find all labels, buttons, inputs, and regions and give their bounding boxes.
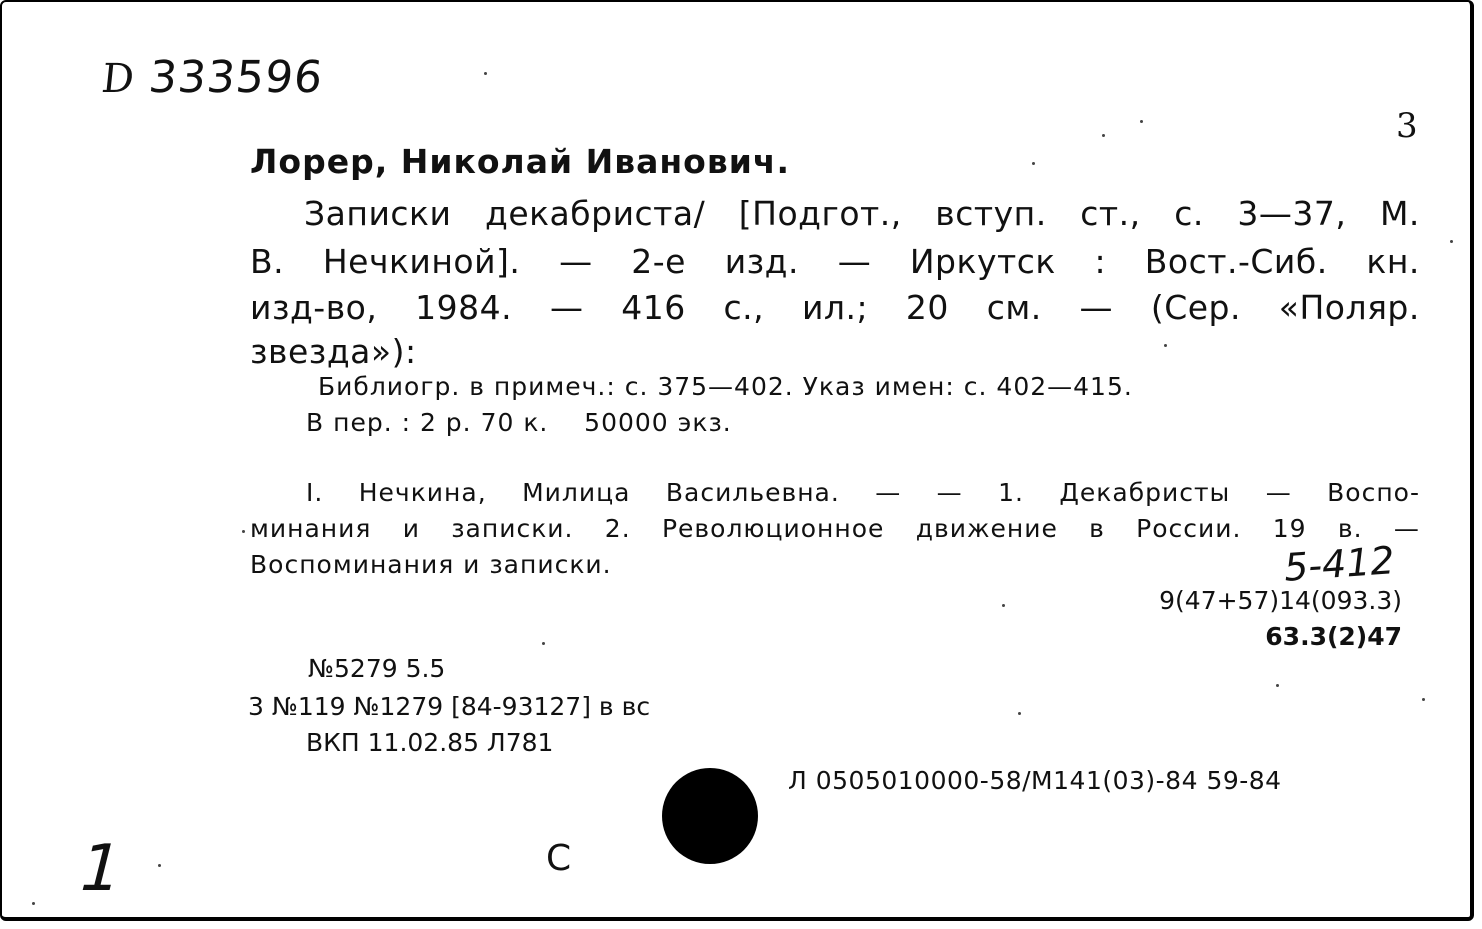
word: Революционное — [661, 514, 885, 543]
word: декабриста/ — [485, 194, 706, 233]
word: с., — [723, 288, 765, 327]
word: с. — [1174, 194, 1204, 233]
word: «Поляр. — [1278, 288, 1420, 327]
speck — [1018, 712, 1021, 715]
word: 2-е — [631, 242, 686, 281]
speck — [1102, 134, 1105, 137]
description-line-3 — [250, 288, 1420, 327]
speck — [1422, 698, 1425, 701]
processing-line-2: 3 №119 №1279 [84-93127] в вс — [248, 692, 651, 721]
author-heading: Лорер, Николай Иванович. — [250, 142, 791, 181]
word: записки. — [451, 514, 574, 543]
word: — — [936, 478, 963, 507]
card-number-prefix: D — [99, 56, 138, 102]
card-number-value: 333596 — [146, 52, 326, 103]
word: см. — [986, 288, 1042, 327]
word: 20 — [905, 288, 949, 327]
speck — [1450, 240, 1453, 243]
speck — [158, 864, 161, 867]
udc-index: 9(47+57)14(093.3) — [1159, 586, 1402, 615]
word: 416 — [621, 288, 686, 327]
speck — [1164, 344, 1167, 347]
price-note: В пер. : 2 р. 70 к. 50000 экз. — [306, 408, 732, 437]
word: [Подгот., — [738, 194, 902, 233]
description-line-4: звезда»): — [250, 332, 417, 371]
word: Васильевна. — [665, 478, 840, 507]
subjects-line-2 — [250, 514, 1420, 543]
subjects-line-1 — [306, 478, 1420, 507]
handwritten-number: 1 — [70, 832, 130, 906]
word: Декабристы — [1059, 478, 1231, 507]
speck — [1140, 120, 1143, 123]
speck — [242, 530, 245, 533]
page-number: 3 — [1396, 106, 1418, 146]
word: в — [1089, 514, 1105, 543]
word: Вост.-Сиб. — [1144, 242, 1328, 281]
word: и — [402, 514, 420, 543]
word: вступ. — [935, 194, 1047, 233]
speck — [1002, 604, 1005, 607]
word: I. — [306, 478, 324, 507]
word: 1984. — [415, 288, 513, 327]
word: 2. — [604, 514, 631, 543]
word: М. — [1379, 194, 1420, 233]
word: минания — [250, 514, 372, 543]
bottom-letter: С — [546, 838, 572, 879]
word: : — [1094, 242, 1107, 281]
word: ст., — [1080, 194, 1141, 233]
word: — — [875, 478, 902, 507]
bbk-index: 63.3(2)47 — [1265, 622, 1402, 651]
speck — [484, 72, 487, 75]
card-number — [99, 52, 325, 103]
word: — — [1079, 288, 1114, 327]
word: изд. — [724, 242, 799, 281]
subjects-line-3: Воспоминания и записки. — [250, 550, 612, 579]
description-line-1 — [304, 194, 1420, 233]
word: Нечкиной]. — [322, 242, 521, 281]
word: России. — [1136, 514, 1242, 543]
word: — — [1265, 478, 1292, 507]
word: В. — [250, 242, 285, 281]
handwritten-note: 5-412 — [1282, 538, 1396, 590]
punch-hole — [662, 768, 758, 864]
bibliography-note: Библиогр. в примеч.: с. 375—402. Указ имен: с. 402—415. — [318, 372, 1133, 401]
word: изд-во, — [250, 288, 378, 327]
word: (Сер. — [1150, 288, 1241, 327]
word: — — [1393, 514, 1420, 543]
word: Воспо- — [1327, 478, 1420, 507]
word: кн. — [1366, 242, 1420, 281]
speck — [32, 902, 35, 905]
word: Милица — [522, 478, 631, 507]
word: в. — [1337, 514, 1363, 543]
word: движение — [915, 514, 1058, 543]
speck — [1276, 684, 1279, 687]
processing-line-1: №5279 5.5 — [308, 654, 446, 683]
word: Иркутск — [909, 242, 1056, 281]
word: 19 — [1272, 514, 1307, 543]
speck — [1032, 162, 1035, 165]
word: ил.; — [801, 288, 869, 327]
word: — — [559, 242, 593, 281]
word: — — [549, 288, 584, 327]
word: — — [837, 242, 872, 281]
word: 3—37, — [1237, 194, 1347, 233]
processing-line-3: ВКП 11.02.85 Л781 — [306, 728, 554, 757]
word: Нечкина, — [358, 478, 487, 507]
description-line-2 — [250, 242, 1420, 281]
catalog-code: Л 0505010000-58/М141(03)-84 59-84 — [788, 766, 1282, 795]
word: Записки — [304, 194, 452, 233]
word: 1. — [998, 478, 1024, 507]
speck — [542, 642, 545, 645]
